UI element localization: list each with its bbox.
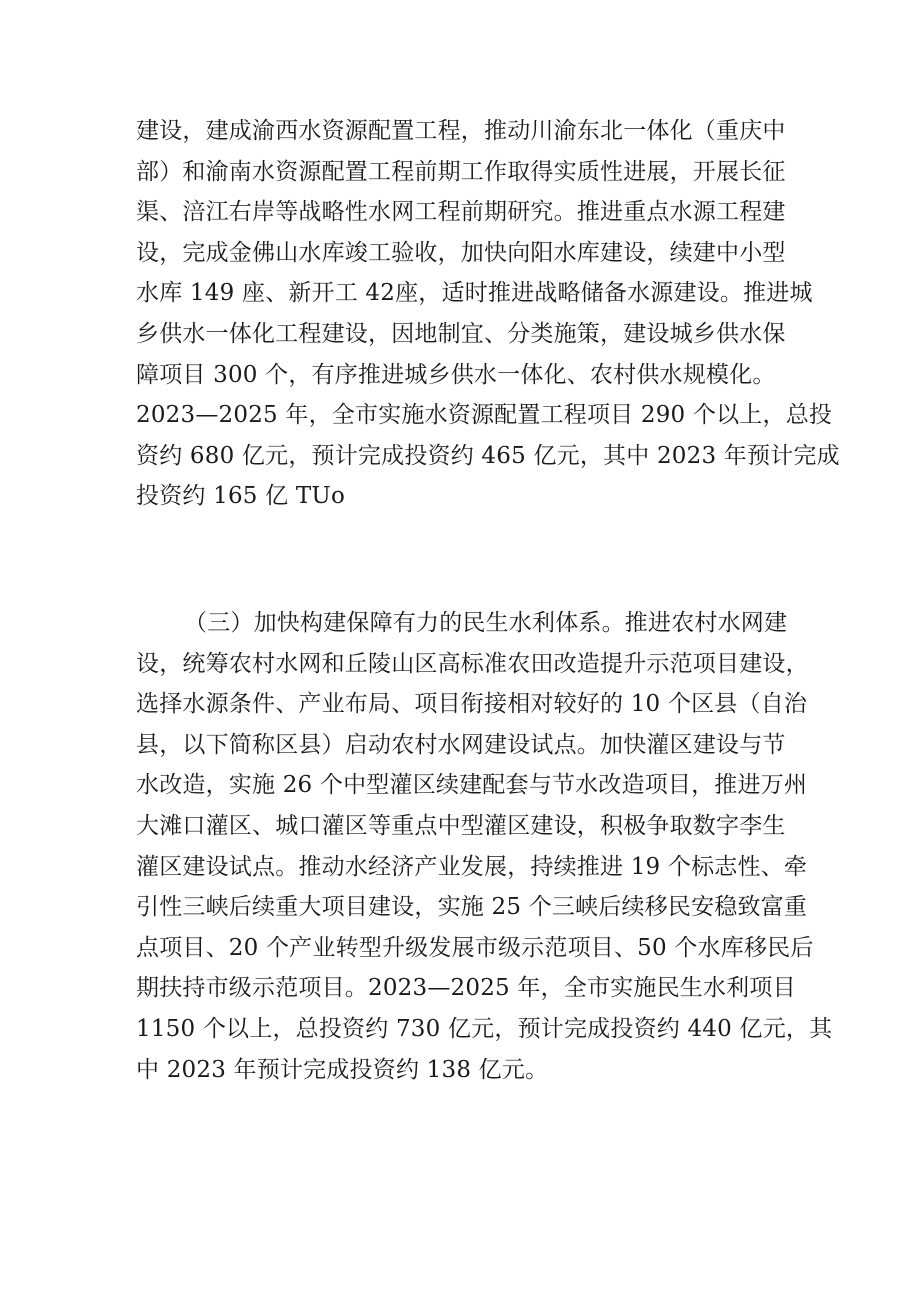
text-line: 期扶持市级示范项目。2023—2025 年，全市实施民生水利项目 xyxy=(136,975,796,1002)
section-heading-line: （三）加快构建保障有力的民生水利体系。推进农村水网建 xyxy=(184,610,788,636)
text-line: 设，完成金佛山水库竣工验收，加快向阳水库建设，续建中小型 xyxy=(136,239,786,266)
text-line: 引性三峡后续重大项目建设，实施 25 个三峡后续移民安稳致富重 xyxy=(136,894,808,921)
text-line: 设，统筹农村水网和丘陵山区高标准农田改造提升示范项目建设， xyxy=(136,650,809,677)
text-line: 1150 个以上，总投资约 730 亿元，预计完成投资约 440 亿元，其 xyxy=(136,1015,833,1042)
text-line: 建设，建成渝西水资源配置工程，推动川渝东北一体化（重庆中 xyxy=(136,118,786,144)
text-line: 投资约 165 亿 TUo xyxy=(136,483,346,510)
text-line: 2023—2025 年，全市实施水资源配置工程项目 290 个以上，总投 xyxy=(136,402,833,429)
paragraph-livelihood-water-system xyxy=(136,603,833,1090)
text-line: 障项目 300 个，有序推进城乡供水一体化、农村供水规模化。 xyxy=(136,361,776,388)
text-line: 渠、涪江右岸等战略性水网工程前期研究。推进重点水源工程建 xyxy=(136,199,786,226)
text-line: 大滩口灌区、城口灌区等重点中型灌区建设，积极争取数字李生 xyxy=(136,812,786,839)
paragraph-water-resource-allocation xyxy=(136,111,840,517)
text-line: 点项目、20 个产业转型升级发展市级示范项目、50 个水库移民后 xyxy=(136,934,814,961)
text-line: 灌区建设试点。推动水经济产业发展，持续推进 19 个标志性、牵 xyxy=(136,853,808,880)
text-line: 水改造，实施 26 个中型灌区续建配套与节水改造项目，推进万州 xyxy=(136,772,808,799)
text-line: 部）和渝南水资源配置工程前期工作取得实质性进展，开展长征 xyxy=(136,158,786,185)
text-line: 资约 680 亿元，预计完成投资约 465 亿元，其中 2023 年预计完成 xyxy=(136,442,840,469)
text-line: 水库 149 座、新开工 42座，适时推进战略储备水源建设。推进城 xyxy=(136,280,813,307)
text-line: 乡供水一体化工程建设，因地制宜、分类施策，建设城乡供水保 xyxy=(136,320,786,347)
text-line: 中 2023 年预计完成投资约 138 亿元。 xyxy=(136,1056,549,1083)
text-line: 选择水源条件、产业布局、项目衔接相对较好的 10 个区县（自治 xyxy=(136,691,808,718)
text-line: 县，以下简称区县）启动农村水网建设试点。加快灌区建设与节 xyxy=(136,731,786,758)
